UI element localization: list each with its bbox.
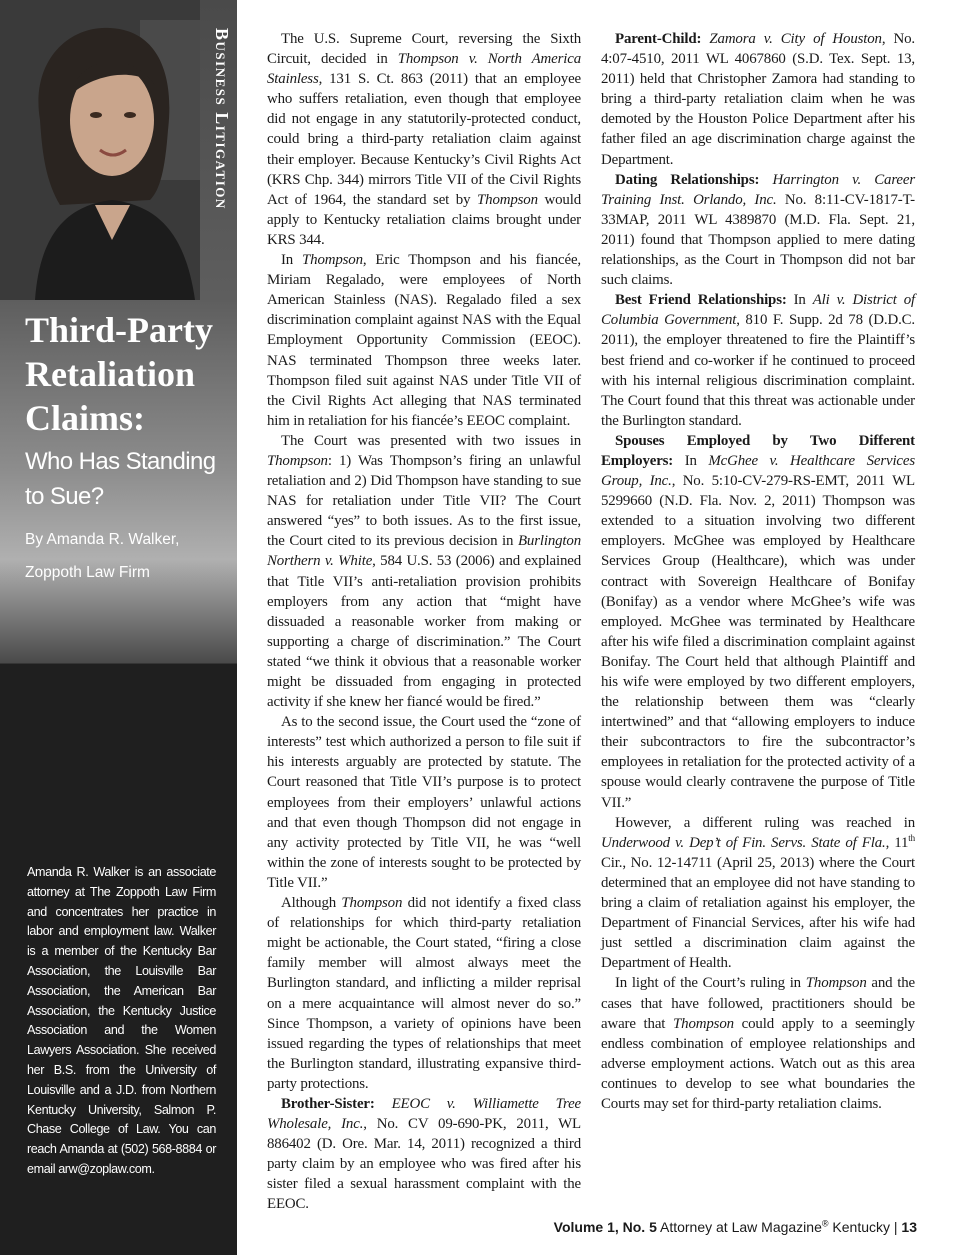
paragraph: Dating Relationships: Harrington v. Career Training Inst. Orlando, Inc. No. 8:11-CV-1817-T-33MAP, 2011 WL 4389870 (M.D. Fla. Sept. 21, 2011) found that Thompson applied to mere dating relationships, as the Court in Thompson did not bar such claims. <box>601 171 915 289</box>
page-footer <box>554 1219 917 1235</box>
author-portrait-image <box>0 0 200 300</box>
paragraph: Spouses Employed by Two Different Employers: In McGhee v. Healthcare Services Group, Inc., No. 5:10-CV-279-RS-EMT, 2011 WL 5299660 (N.D. Fla. Nov. 2, 2011) Thompson was extended to a situation involving two different employers. McGhee was employed by Healthcare Services Group (Healthcare), which was under contract with Sovereign Healthcare of Bonifay (Bonifay) as a vendor where McGhee’s wife was employed. McGhee was terminated by Healthcare after his wife filed a discrimination complaint against Bonifay. The Court held that although Plaintiff and his wife were employed by two different employers, the relationship between them was “clearly intertwined” and that “allowing employers to induce their subcontractors to fire the subcontractor’s employees in retaliation for the protected activity of a spouse would clearly contravene the purpose of Title VII.” <box>601 432 915 811</box>
article-column-1 <box>267 29 581 1215</box>
author-photo <box>0 0 200 300</box>
paragraph: In light of the Court’s ruling in Thompson and the cases that have followed, practitioners should be aware that Thompson could apply to a seemingly endless combination of employee relationships and adverse employment actions. Watch out as this area continues to develop to see what boundaries the Courts may set for third-party retaliation claims. <box>601 975 916 1112</box>
paragraph: Parent-Child: Zamora v. City of Houston, No. 4:07-4510, 2011 WL 4067860 (S.D. Tex. Sept. 13, 2011) held that Christopher Zamora had standing to bring a third-party retaliation claim when he was demoted by the Houston Police Department after his father filed an age discrimination charge against the Department. <box>601 31 915 168</box>
paragraph: The U.S. Supreme Court, reversing the Sixth Circuit, decided in Thompson v. North America Stainless, 131 S. Ct. 863 (2011) that an employee who suffers retaliation, even though that employee did not engage in any statutorily-protected conduct, could bring a third-party retaliation claim against their employer. Because Kentucky’s Civil Rights Act (KRS Chp. 344) mirrors Title VII of the Civil Rights Act of 1964, the standard set by Thompson would apply to Kentucky retaliation claims brought under KRS 344. <box>267 31 581 248</box>
paragraph: Best Friend Relationships: In Ali v. District of Columbia Government, 810 F. Supp. 2d 78 (D.D.C. 2011), the employer threatened to fire the Plaintiff’s best friend and co-worker if he continued to proceed with his internal religious discrimination complaint. The Court found that this threat was actionable under the Burlington standard. <box>601 292 915 429</box>
article-subtitle: Who Has Standing to Sue? <box>25 448 216 510</box>
paragraph: However, a different ruling was reached in Underwood v. Dep’t of Fin. Servs. State of Fla., 11th Cir., No. 12-14711 (April 25, 2013) where the Court determined that an employee did not have standing to bring a claim of retaliation against his employer, the Department of Financial Services, after his wife had just settled a discrimination claim against the Department of Health. <box>601 814 915 972</box>
paragraph: As to the second issue, the Court used the “zone of interests” test which authorized a person to file suit if his interests arguably are protected by statute. The Court reasoned that Title VII’s purpose is to protect employees from their employers’ unlawful actions and that even though Thompson did not engage in any activity protected by Title VII, he was “well within the zone of interests sought to be protected by Title VII.” <box>267 714 581 891</box>
sidebar <box>0 0 237 1255</box>
state-label: Kentucky | <box>828 1219 902 1235</box>
author-bio: Amanda R. Walker is an associate attorney at The Zoppoth Law Firm and concentrates her practice in labor and employment law. Walker is a member of the Kentucky Bar Association, the Louisville Bar Association, the American Bar Association, the Kentucky Justice Association and the Women Lawyers Association. She received her B.S. from the University of Louisville and a J.D. from Northern Kentucky University, Salmon P. Chase College of Law. You can reach Amanda at (502) 568-8884 or email arw@zoplaw.com. <box>27 865 216 1176</box>
section-label: Business Litigation <box>212 28 232 210</box>
volume-label: Volume 1, No. 5 <box>553 1219 657 1235</box>
author-name: By Amanda R. Walker, <box>25 531 180 548</box>
paragraph: Brother-Sister: EEOC v. Williamette Tree Wholesale, Inc., No. CV 09-690-PK, 2011, WL 886402 (D. Ore. Mar. 14, 2011) recognized a third party claim by an employee who was fired after his sister filed a sexual harassment complaint with the EEOC. <box>267 1095 581 1213</box>
article-column-2 <box>601 29 915 1114</box>
byline <box>25 523 230 589</box>
paragraph: Although Thompson did not identify a fixed class of relationships for which third-party retaliation might be actionable, the Court stated, “firing a close family member will almost always meet the Burlington standard, and inflicting a milder reprisal on a mere acquaintance will almost never do so.” Since Thompson, a variety of opinions have been issued regarding the types of relationships that meet the Burlington standard, illustrating expansive third-party protections. <box>267 895 581 1092</box>
registered-mark: ® <box>821 1218 829 1229</box>
magazine-name: Attorney at Law Magazine <box>656 1219 822 1235</box>
paragraph: In Thompson, Eric Thompson and his fiancée, Miriam Regalado, were employees of North American Stainless (NAS). Regalado filed a sex discrimination complaint against NAS with the Equal Employment Opportunity Commission (EEOC). NAS terminated Thompson three weeks later. Thompson filed suit against NAS under Title VII of the Civil Rights Act alleging that NAS terminated him in retaliation for his fiancée’s EEOC complaint. <box>267 252 581 429</box>
page-number: 13 <box>901 1219 917 1235</box>
paragraph: The Court was presented with two issues in Thompson: 1) Was Thompson’s firing an unlawful retaliation and 2) Did Thompson have standing to sue NAS for retaliation under Title VII? The Court answered “yes” to both issues. As to the first issue, the Court cited to its previous decision in Burlington Northern v. White, 584 U.S. 53 (2006) and explained that Title VII’s anti-retaliation provision prohibits employers from any action that “might have dissuaded a reasonable worker from making or supporting a charge of discrimination.” The Court stated “we think it obvious that a reasonable worker might be dissuaded from engaging in protected activity if she knew her fiancé would be fired.” <box>267 432 581 711</box>
article-title: Third-Party Retaliation Claims: <box>25 310 213 438</box>
author-firm: Zoppoth Law Firm <box>25 564 150 581</box>
